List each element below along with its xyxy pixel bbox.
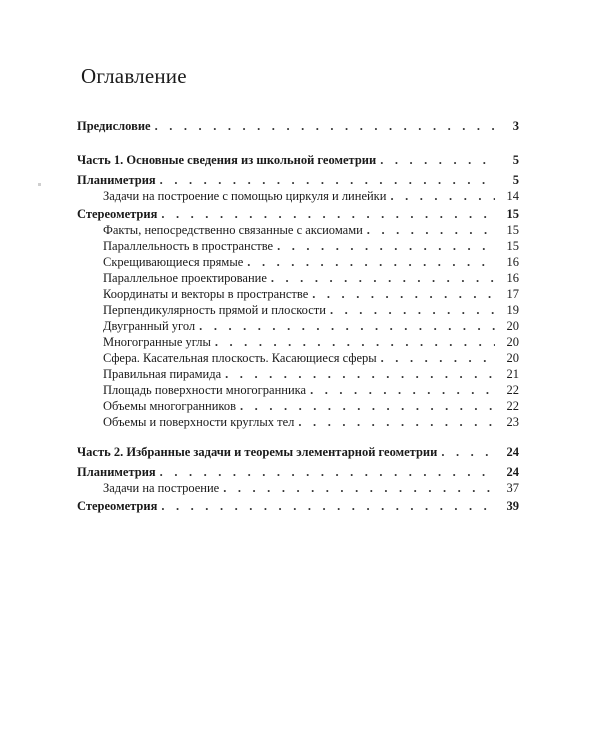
page-title: Оглавление (81, 64, 187, 88)
dot-leader (223, 480, 495, 496)
toc-entry-label: Многогранные углы (103, 335, 211, 349)
toc-entry-page: 37 (506, 481, 519, 495)
toc-entry-label: Задачи на построение (103, 481, 220, 495)
dot-leader (160, 464, 495, 480)
toc-entry-label: Предисловие (77, 119, 151, 133)
toc-entry-label: Планиметрия (77, 173, 156, 187)
toc-entry-page: 20 (506, 319, 519, 333)
toc-entry-label: Стереометрия (77, 207, 158, 221)
toc-entry-page: 5 (512, 153, 519, 167)
toc-entry-label: Задачи на построение с помощью циркуля и линейки (103, 189, 387, 203)
dot-leader (215, 334, 495, 350)
toc-entry-page: 3 (512, 119, 519, 133)
scan-artifact (38, 183, 41, 186)
dot-leader (161, 206, 495, 222)
toc-entry-polyhedral-angles[interactable] (103, 334, 519, 350)
toc-entry-page: 21 (506, 367, 519, 381)
toc-entry-label: Часть 1. Основные сведения из школьной геометрии (77, 153, 377, 167)
dot-leader (225, 366, 495, 382)
toc-entry-page: 24 (506, 465, 519, 479)
toc-entry-page: 22 (506, 383, 519, 397)
toc-entry-label: Параллельность в пространстве (103, 239, 274, 253)
toc-entry-perpendicularity[interactable] (103, 302, 519, 318)
dot-leader (330, 302, 495, 318)
toc-entry-label: Скрещивающиеся прямые (103, 255, 244, 269)
toc-entry-axioms[interactable] (103, 222, 519, 238)
dot-leader (240, 398, 495, 414)
toc-entry-page: 24 (506, 445, 519, 459)
dot-leader (161, 498, 495, 514)
toc-entry-page: 20 (506, 335, 519, 349)
toc-entry-sphere[interactable] (103, 350, 519, 366)
toc-entry-page: 16 (506, 271, 519, 285)
toc-entry-label: Планиметрия (77, 465, 156, 479)
toc-entry-coordinates-vectors[interactable] (103, 286, 519, 302)
toc-entry-label: Площадь поверхности многогранника (103, 383, 307, 397)
dot-leader (381, 350, 495, 366)
dot-leader (277, 238, 495, 254)
dot-leader (367, 222, 495, 238)
dot-leader (155, 118, 495, 134)
toc-entry-label: Сфера. Касательная плоскость. Касающиеся сферы (103, 351, 377, 365)
dot-leader (312, 286, 495, 302)
toc-entry-dihedral-angle[interactable] (103, 318, 519, 334)
toc-entry-page: 22 (506, 399, 519, 413)
toc-entry-page: 16 (506, 255, 519, 269)
toc-entry-label: Часть 2. Избранные задачи и теоремы элементарной геометрии (77, 445, 438, 459)
dot-leader (271, 270, 495, 286)
toc-entry-planimetry-1[interactable] (77, 172, 519, 188)
toc-entry-label: Параллельное проектирование (103, 271, 267, 285)
toc-entry-page: 19 (506, 303, 519, 317)
toc-entry-regular-pyramid[interactable] (103, 366, 519, 382)
toc-entry-compass-constructions[interactable] (103, 188, 519, 204)
toc-entry-stereometry-2[interactable] (77, 498, 519, 514)
toc-entry-page: 15 (506, 207, 519, 221)
dot-leader (441, 444, 495, 460)
toc-entry-stereometry-1[interactable] (77, 206, 519, 222)
toc-entry-label: Стереометрия (77, 499, 158, 513)
toc-entry-round-bodies[interactable] (103, 414, 519, 430)
toc-entry-page: 17 (506, 287, 519, 301)
dot-leader (298, 414, 495, 430)
toc-entry-polyhedron-volumes[interactable] (103, 398, 519, 414)
dot-leader (380, 152, 495, 168)
toc-entry-parallelism[interactable] (103, 238, 519, 254)
dot-leader (310, 382, 495, 398)
dot-leader (160, 172, 495, 188)
toc-entry-label: Объемы многогранников (103, 399, 237, 413)
toc-entry-page: 15 (506, 239, 519, 253)
toc-entry-page: 14 (506, 189, 519, 203)
toc-entry-part-1[interactable] (77, 152, 519, 168)
toc-entry-label: Правильная пирамида (103, 367, 222, 381)
toc-entry-page: 20 (506, 351, 519, 365)
toc-entry-label: Координаты и векторы в пространстве (103, 287, 309, 301)
toc-entry-page: 39 (506, 499, 519, 513)
toc-entry-label: Объемы и поверхности круглых тел (103, 415, 295, 429)
toc-entry-parallel-projection[interactable] (103, 270, 519, 286)
toc-entry-page: 15 (506, 223, 519, 237)
toc-entry-planimetry-2[interactable] (77, 464, 519, 480)
toc-entry-label: Перпендикулярность прямой и плоскости (103, 303, 326, 317)
dot-leader (247, 254, 495, 270)
toc-entry-page: 23 (506, 415, 519, 429)
toc-entry-page: 5 (512, 173, 519, 187)
toc-entry-polyhedron-surface[interactable] (103, 382, 519, 398)
toc-entry-construction-problems[interactable] (103, 480, 519, 496)
toc-entry-label: Факты, непосредственно связанные с аксиомами (103, 223, 363, 237)
dot-leader (390, 188, 495, 204)
toc-entry-skew-lines[interactable] (103, 254, 519, 270)
dot-leader (199, 318, 495, 334)
toc-entry-part-2[interactable] (77, 444, 519, 460)
toc-entry-label: Двугранный угол (103, 319, 196, 333)
toc-entry-preface[interactable] (77, 118, 519, 134)
